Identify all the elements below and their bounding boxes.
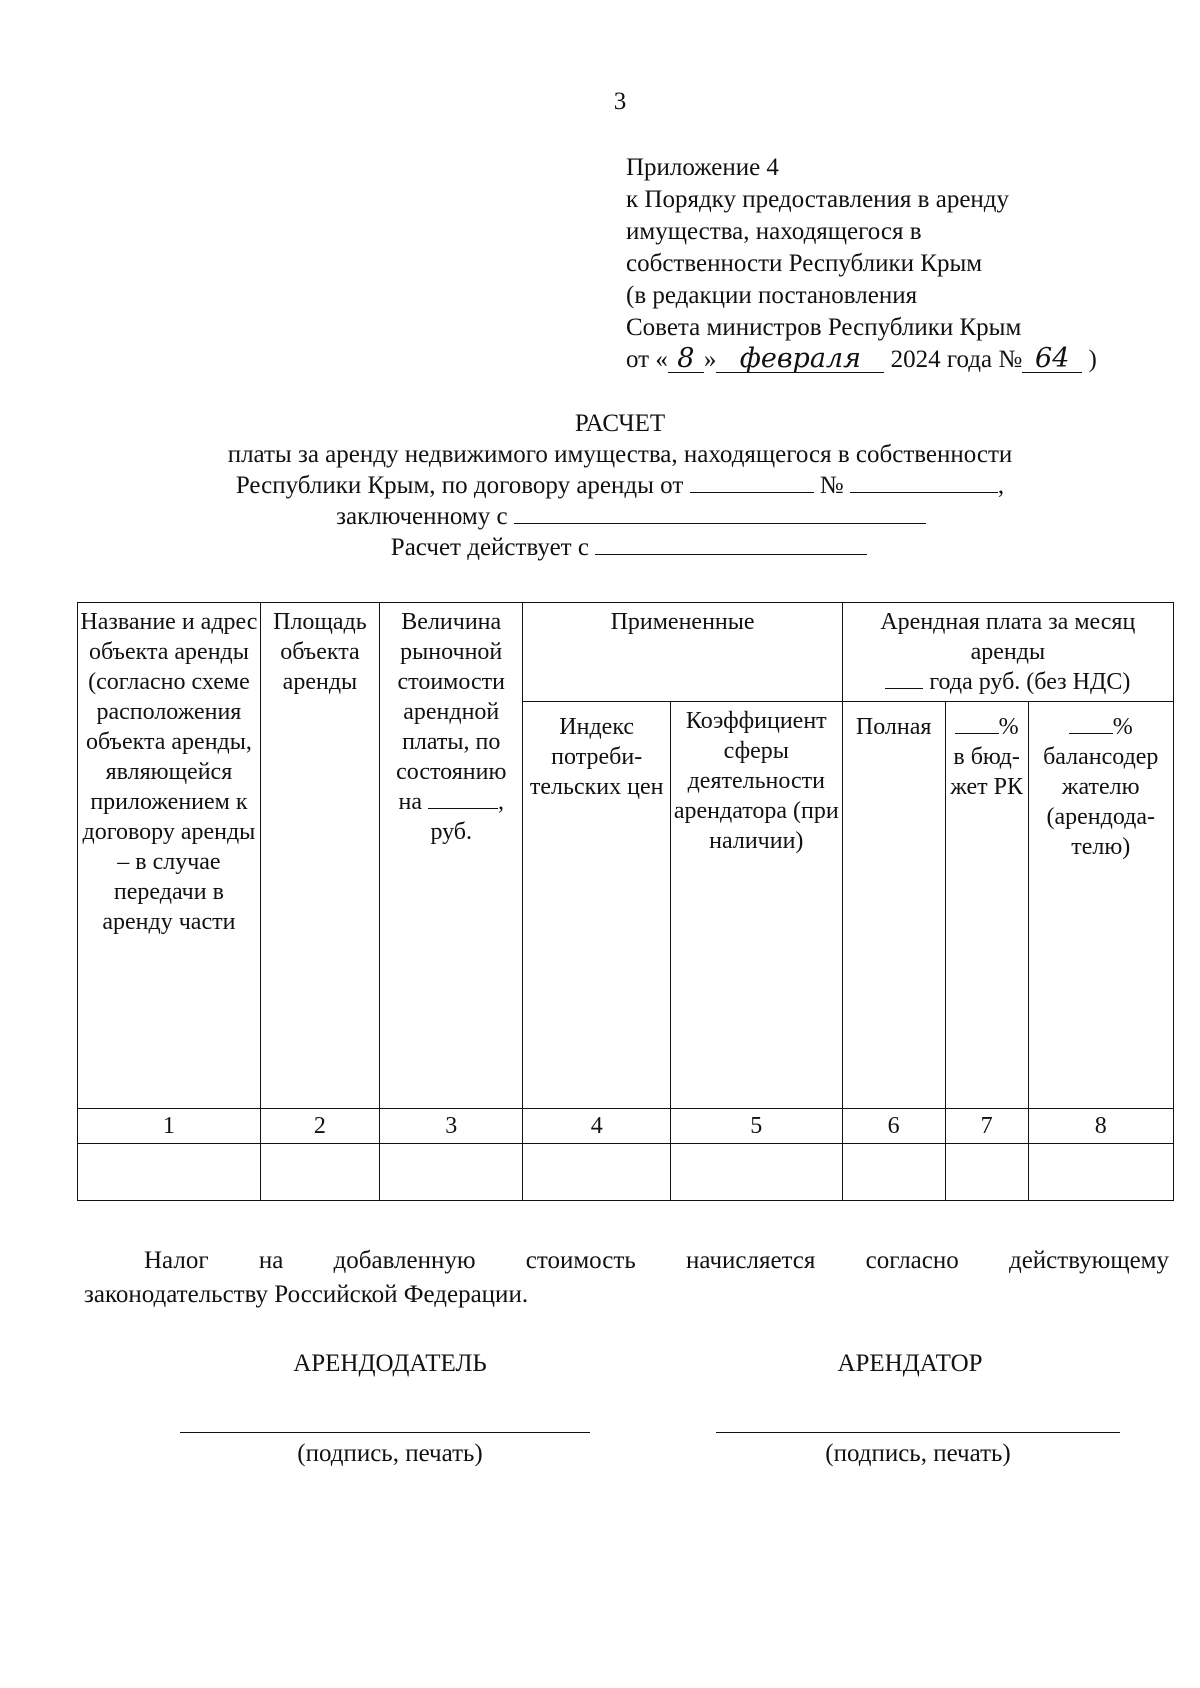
handwritten-day: 8 (668, 346, 704, 373)
concluded-with-label: заключенному с (336, 503, 508, 530)
column-number: 3 (380, 1109, 523, 1144)
tax-note-line-1: Налог на добавленную стоимость начисляется согласно действующему (144, 1247, 1169, 1274)
table-header-row (78, 603, 1174, 702)
annex-line: к Порядку предоставления в аренду (626, 186, 1010, 213)
tenant-signature-line (716, 1432, 1120, 1433)
landlord-signature-line (180, 1432, 590, 1433)
annex-date-line (626, 344, 1097, 376)
col-group-applied: Примененные (523, 603, 842, 702)
rent-group-title: Арендная плата за месяц аренды (880, 609, 1136, 665)
table-cell (945, 1144, 1028, 1201)
budget-pct-blank (955, 713, 999, 734)
handwritten-month: февраля (716, 346, 884, 373)
close-paren: ) (1088, 346, 1097, 373)
contract-date-blank (690, 470, 814, 493)
col-group-rent (842, 603, 1173, 702)
contract-number-blank (850, 470, 998, 493)
table-cell (670, 1144, 842, 1201)
table-cell (260, 1144, 379, 1201)
table-cell (523, 1144, 670, 1201)
table-cell (380, 1144, 523, 1201)
annex-line: имущества, находящегося в (626, 218, 922, 245)
column-number: 2 (260, 1109, 379, 1144)
annex-line: Приложение 4 (626, 154, 779, 181)
tax-note-line-2: законодательству Российской Федерации. (84, 1281, 529, 1308)
rent-calculation-table (77, 602, 1174, 1201)
tax-note (84, 1244, 1169, 1312)
col-object-name: Название и адрес объекта аренды (согласно схеме расположения объекта аренды, являющейся приложением к договору аренды – в случае передачи в аренду части (78, 603, 261, 1109)
tenant-signature-caption: (подпись, печать) (825, 1440, 1011, 1467)
col-area: Площадь объекта аренды (260, 603, 379, 1109)
annex-block (626, 152, 1097, 376)
quote-close: » (703, 346, 717, 373)
valid-from-label: Расчет действует с (390, 534, 589, 561)
col-activity-coefficient: Коэффициент сферы деятельности арендатора (при наличии) (670, 702, 842, 1109)
annex-line: собственности Республики Крым (626, 250, 983, 277)
contract-date-label: Республики Крым, по договору аренды от (235, 472, 684, 499)
concluded-with-blank (514, 501, 926, 524)
col-cpi: Индекс потреби-тельских цен (523, 702, 670, 1109)
landlord-label: АРЕНДОДАТЕЛЬ (293, 1350, 487, 1377)
col-holder-share (1028, 702, 1173, 1109)
table-cell (842, 1144, 945, 1201)
title-line-2 (0, 470, 1200, 501)
col-full: Полная (842, 702, 945, 1109)
col-market-value-text: Величина рыночной стоимости арендной платы, по состоянию на (396, 609, 507, 815)
rent-group-subtitle: года руб. (без НДС) (929, 669, 1131, 695)
table-empty-row (78, 1144, 1174, 1201)
budget-share-text: в бюд-жет РК (950, 744, 1023, 800)
comma: , (997, 472, 1005, 499)
title-line-4 (0, 532, 1200, 563)
rent-year-blank (885, 668, 923, 689)
annex-line: (в редакции постановления (626, 282, 918, 309)
table-number-row (78, 1109, 1174, 1144)
col-budget-share (945, 702, 1028, 1109)
percent-sign: % (1112, 714, 1133, 740)
tenant-label: АРЕНДАТОР (837, 1350, 983, 1377)
document-heading: РАСЧЕТ (574, 410, 666, 437)
holder-share-text: балансодер жателю (арендода-телю) (1043, 744, 1159, 860)
market-value-date-blank (428, 788, 498, 809)
column-number: 7 (945, 1109, 1028, 1144)
date-prefix: от « (626, 346, 668, 373)
contract-number-label: № (819, 472, 844, 499)
year-text: 2024 года № (890, 346, 1023, 373)
column-number: 4 (523, 1109, 670, 1144)
col-market-value-unit: руб. (430, 819, 473, 845)
column-number: 8 (1028, 1109, 1173, 1144)
title-line-1: платы за аренду недвижимого имущества, находящегося в собственности (227, 441, 1013, 468)
title-block (0, 408, 1200, 563)
annex-line: Совета министров Республики Крым (626, 314, 1022, 341)
col-market-value (380, 603, 523, 1109)
title-line-3 (0, 501, 1200, 532)
column-number: 1 (78, 1109, 261, 1144)
column-number: 5 (670, 1109, 842, 1144)
landlord-signature-caption: (подпись, печать) (297, 1440, 483, 1467)
table-cell (78, 1144, 261, 1201)
comma: , (497, 789, 504, 815)
valid-from-blank (595, 532, 867, 555)
handwritten-number: 64 (1022, 346, 1082, 373)
column-number: 6 (842, 1109, 945, 1144)
holder-pct-blank (1069, 713, 1113, 734)
page-number: 3 (613, 88, 627, 115)
percent-sign: % (998, 714, 1019, 740)
table-cell (1028, 1144, 1173, 1201)
